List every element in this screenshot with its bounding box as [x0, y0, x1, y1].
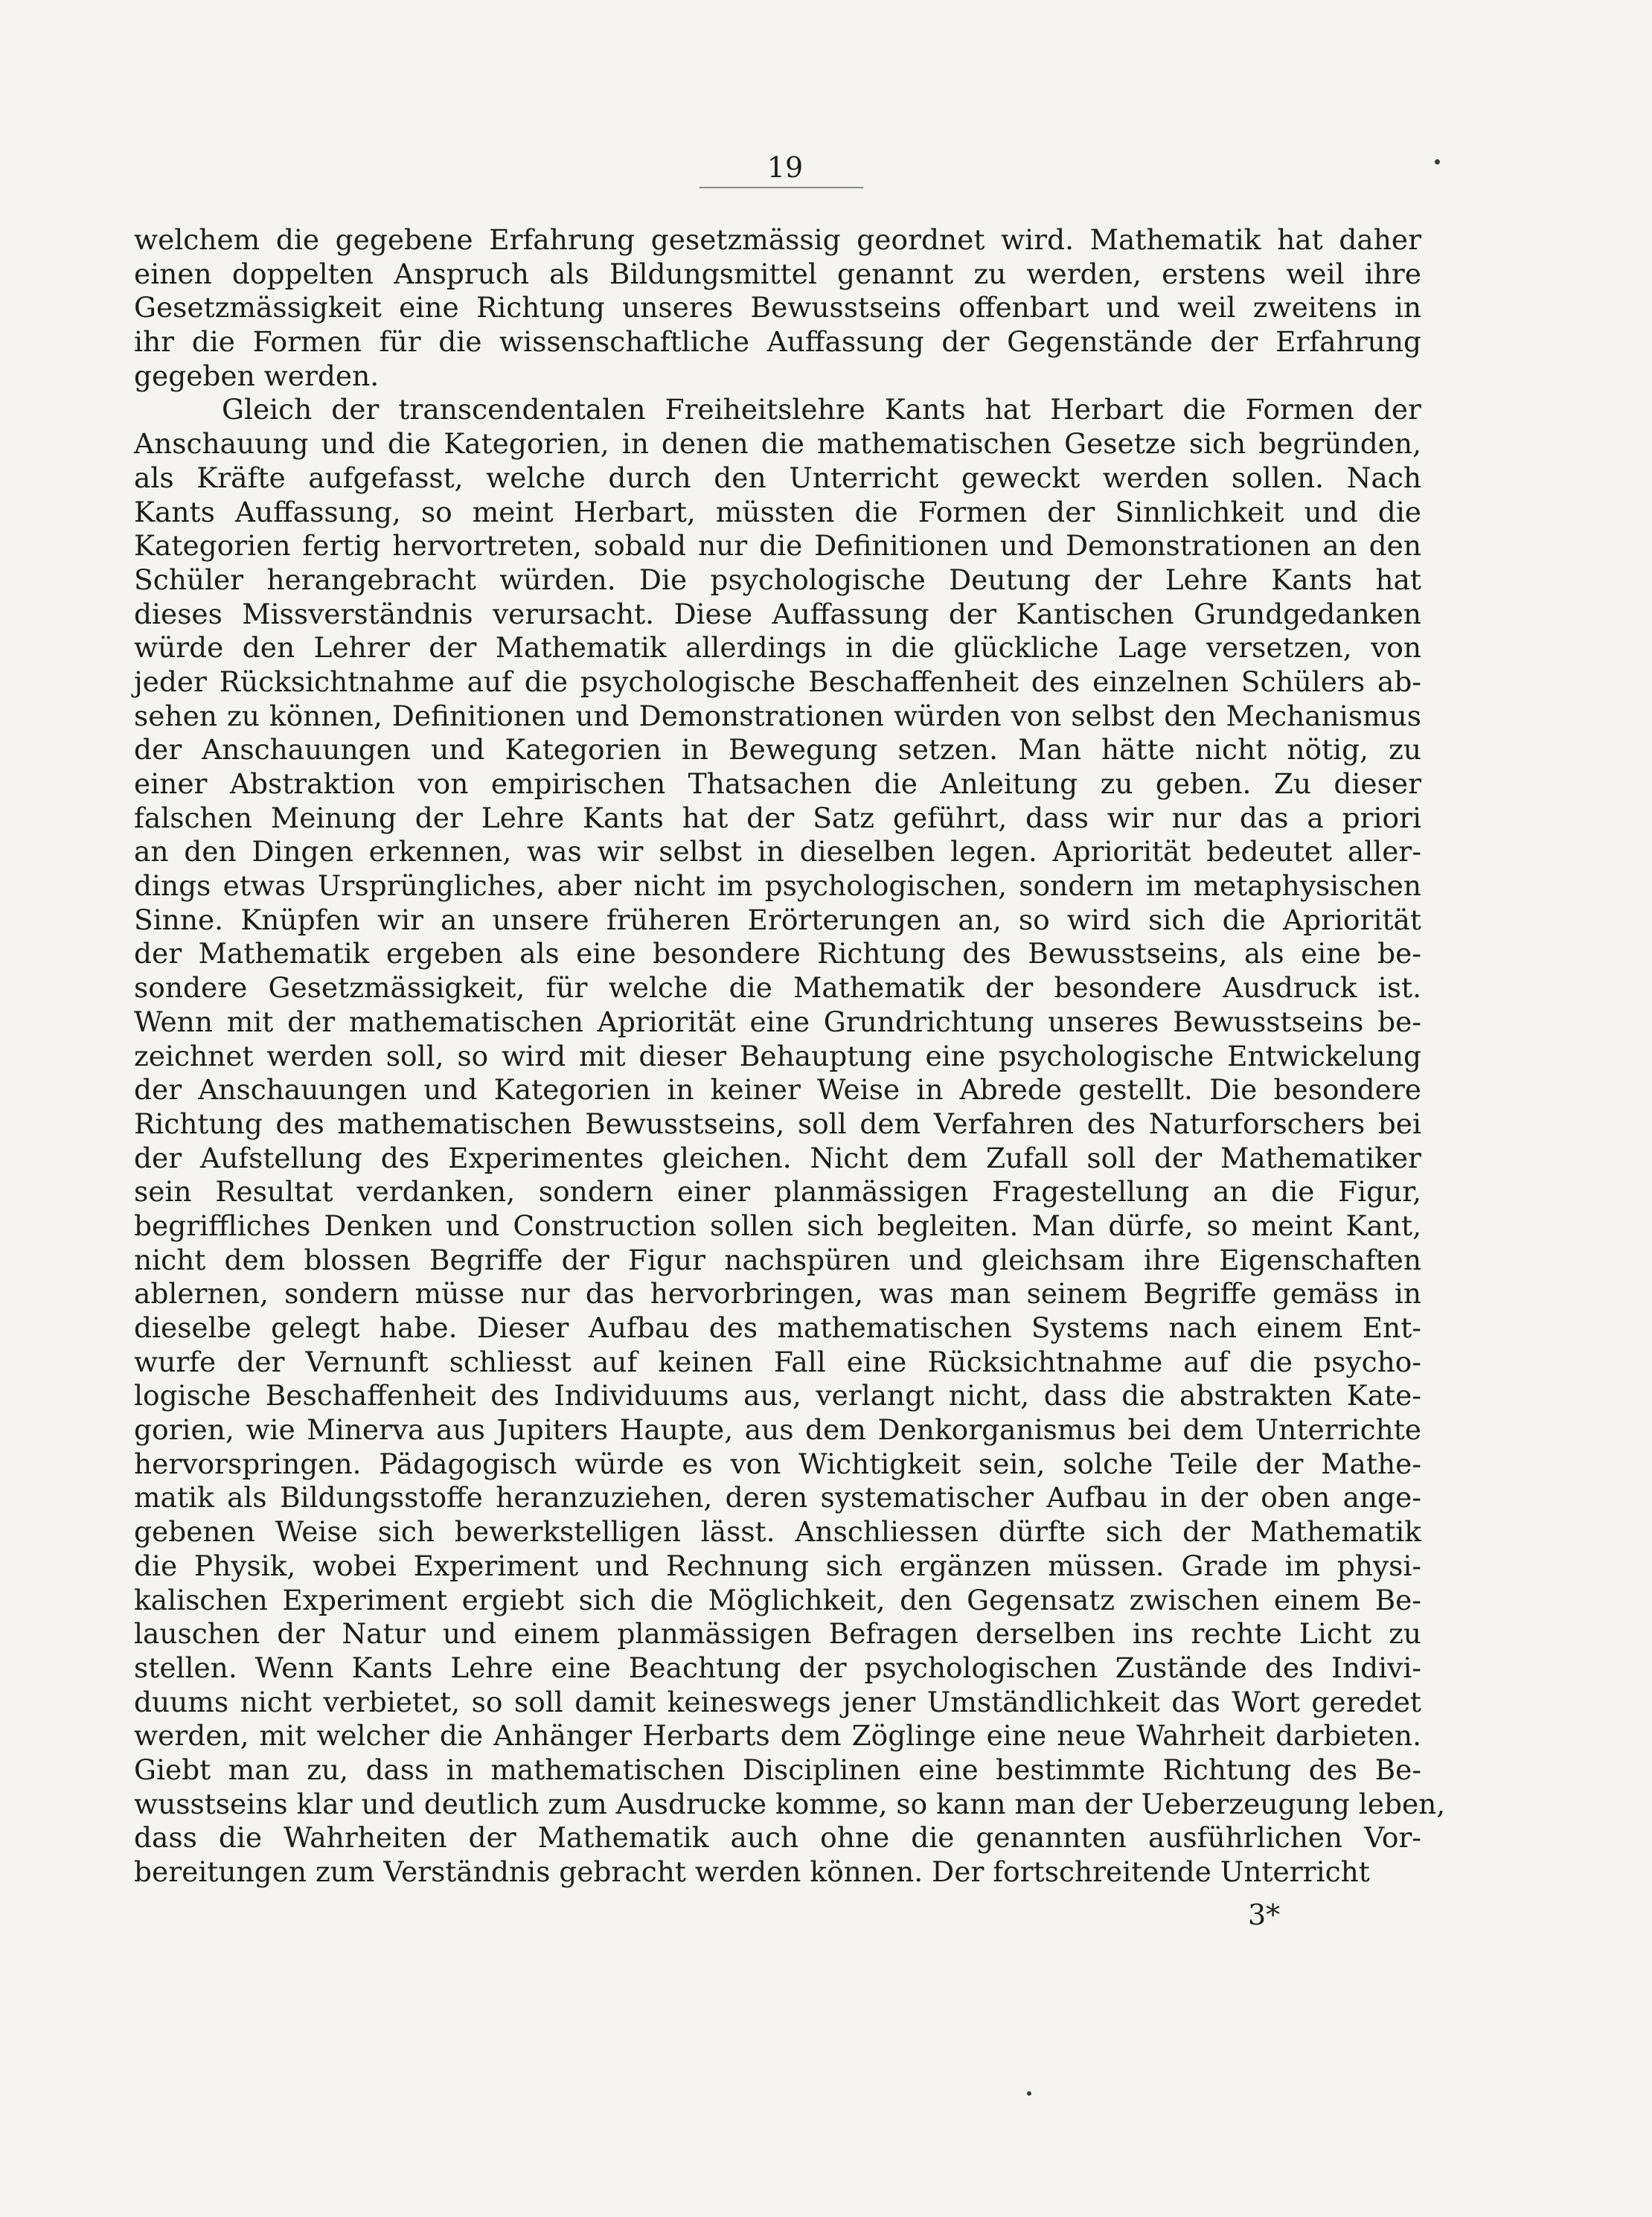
text-line: gorien, wie Minerva aus Jupiters Haupte, aus dem Denkorganismus bei dem Unterrichte: [134, 1413, 1421, 1447]
text-line: Kants Auffassung, so meint Herbart, müssten die Formen der Sinnlichkeit und die: [134, 495, 1421, 528]
text-line: kalischen Experiment ergiebt sich die Möglichkeit, den Gegensatz zwischen einem Be-: [134, 1583, 1421, 1616]
text-line: jeder Rücksichtnahme auf die psychologische Beschaffenheit des einzelnen Schülers ab-: [134, 665, 1421, 698]
text-line: Kategorien fertig hervortreten, sobald nur die Definitionen und Demonstrationen an den: [134, 529, 1421, 563]
text-line: einer Abstraktion von empirischen Thatsachen die Anleitung zu geben. Zu dieser: [134, 767, 1421, 800]
text-line: der Mathematik ergeben als eine besondere Richtung des Bewusstseins, als eine be-: [134, 937, 1421, 970]
paragraph: [134, 393, 1446, 1889]
page-number: 19: [766, 151, 804, 184]
text-line: Wenn mit der mathematischen Apriorität eine Grundrichtung unseres Bewusstseins be-: [134, 1005, 1421, 1038]
text-line: matik als Bildungsstoffe heranzuziehen, deren systematischer Aufbau in der oben ange-: [134, 1481, 1421, 1514]
text-line: lauschen der Natur und einem planmässigen Befragen derselben ins rechte Licht zu: [134, 1617, 1421, 1651]
text-line: wusstseins klar und deutlich zum Ausdrucke komme, so kann man der Ueberzeugung leben,: [134, 1787, 1446, 1820]
text-line: Richtung des mathematischen Bewusstseins, soll dem Verfahren des Naturforschers bei: [134, 1107, 1421, 1140]
text-line: der Aufstellung des Experimentes gleichen. Nicht dem Zufall soll der Mathematiker: [134, 1141, 1421, 1174]
text-line: die Physik, wobei Experiment und Rechnung sich ergänzen müssen. Grade im physi-: [134, 1549, 1421, 1582]
margin-speck: [1435, 159, 1440, 164]
text-line: falschen Meinung der Lehre Kants hat der Satz geführt, dass wir nur das a priori: [134, 801, 1421, 834]
text-line: einen doppelten Anspruch als Bildungsmittel genannt zu werden, erstens weil ihre: [134, 257, 1421, 290]
text-line: sehen zu können, Definitionen und Demonstrationen würden von selbst den Mechanismus: [134, 699, 1421, 732]
text-line: Anschauung und die Kategorien, in denen die mathematischen Gesetze sich begründen,: [134, 427, 1421, 461]
text-line: welchem die gegebene Erfahrung gesetzmässig geordnet wird. Mathematik hat daher: [134, 223, 1421, 256]
text-line: Gleich der transcendentalen Freiheitslehre Kants hat Herbart die Formen der: [222, 393, 1421, 426]
text-line: dings etwas Ursprüngliches, aber nicht im psychologischen, sondern im metaphysischen: [134, 869, 1421, 903]
text-line: hervorspringen. Pädagogisch würde es von Wichtigkeit sein, solche Teile der Mathe-: [134, 1447, 1421, 1480]
text-line: logische Beschaffenheit des Individuums aus, verlangt nicht, dass die abstrakten Kate-: [134, 1379, 1421, 1413]
text-line: Giebt man zu, dass in mathematischen Disciplinen eine bestimmte Richtung des Be-: [134, 1753, 1421, 1786]
text-line: werden, mit welcher die Anhänger Herbarts dem Zöglinge eine neue Wahrheit darbieten.: [134, 1719, 1421, 1753]
text-line: sondere Gesetzmässigkeit, für welche die Mathematik der besondere Ausdruck ist.: [134, 971, 1421, 1005]
text-line: Schüler herangebracht würden. Die psychologische Deutung der Lehre Kants hat: [134, 563, 1421, 596]
text-line: ablernen, sondern müsse nur das hervorbringen, was man seinem Begriffe gemäss in: [134, 1277, 1421, 1311]
text-line: gegeben werden.: [134, 359, 380, 392]
body-text: [134, 223, 1446, 1890]
text-line: dieselbe gelegt habe. Dieser Aufbau des mathematischen Systems nach einem Ent-: [134, 1311, 1421, 1344]
text-line: gebenen Weise sich bewerkstelligen lässt. Anschliessen dürfte sich der Mathematik: [134, 1515, 1421, 1549]
text-line: zeichnet werden soll, so wird mit dieser Behauptung eine psychologische Entwickelung: [134, 1039, 1421, 1072]
paragraph: [134, 223, 1421, 393]
text-line: bereitungen zum Verständnis gebracht werden können. Der fortschreitende Unterricht: [134, 1855, 1370, 1888]
margin-speck: [1027, 2091, 1031, 2096]
text-line: nicht dem blossen Begriffe der Figur nachspüren und gleichsam ihre Eigenschaften: [134, 1243, 1421, 1276]
text-line: begriffliches Denken und Construction sollen sich begleiten. Man dürfe, so meint Kant,: [134, 1209, 1421, 1242]
text-line: an den Dingen erkennen, was wir selbst in dieselben legen. Apriorität bedeutet aller-: [134, 835, 1421, 868]
text-line: sein Resultat verdanken, sondern einer planmässigen Fragestellung an die Figur,: [134, 1175, 1421, 1209]
text-line: der Anschauungen und Kategorien in keiner Weise in Abrede gestellt. Die besondere: [134, 1073, 1421, 1107]
text-line: dieses Missverständnis verursacht. Diese Auffassung der Kantischen Grundgedanken: [134, 597, 1421, 630]
text-line: als Kräfte aufgefasst, welche durch den Unterricht geweckt werden sollen. Nach: [134, 461, 1421, 494]
header-rule: [699, 187, 863, 188]
text-line: würde den Lehrer der Mathematik allerdings in die glückliche Lage versetzen, von: [134, 631, 1421, 665]
signature-mark: 3*: [1248, 1898, 1281, 1932]
text-line: der Anschauungen und Kategorien in Bewegung setzen. Man hätte nicht nötig, zu: [134, 733, 1421, 767]
text-line: Sinne. Knüpfen wir an unsere früheren Erörterungen an, so wird sich die Apriorität: [134, 903, 1421, 936]
text-line: Gesetzmässigkeit eine Richtung unseres Bewusstseins offenbart und weil zweitens in: [134, 291, 1421, 324]
text-line: wurfe der Vernunft schliesst auf keinen Fall eine Rücksichtnahme auf die psycho-: [134, 1345, 1421, 1378]
text-line: duums nicht verbietet, so soll damit keineswegs jener Umständlichkeit das Wort geredet: [134, 1685, 1421, 1718]
text-line: dass die Wahrheiten der Mathematik auch ohne die genannten ausführlichen Vor-: [134, 1821, 1421, 1855]
text-line: stellen. Wenn Kants Lehre eine Beachtung der psychologischen Zustände des Indivi-: [134, 1651, 1421, 1684]
text-line: ihr die Formen für die wissenschaftliche Auffassung der Gegenstände der Erfahrung: [134, 325, 1421, 359]
